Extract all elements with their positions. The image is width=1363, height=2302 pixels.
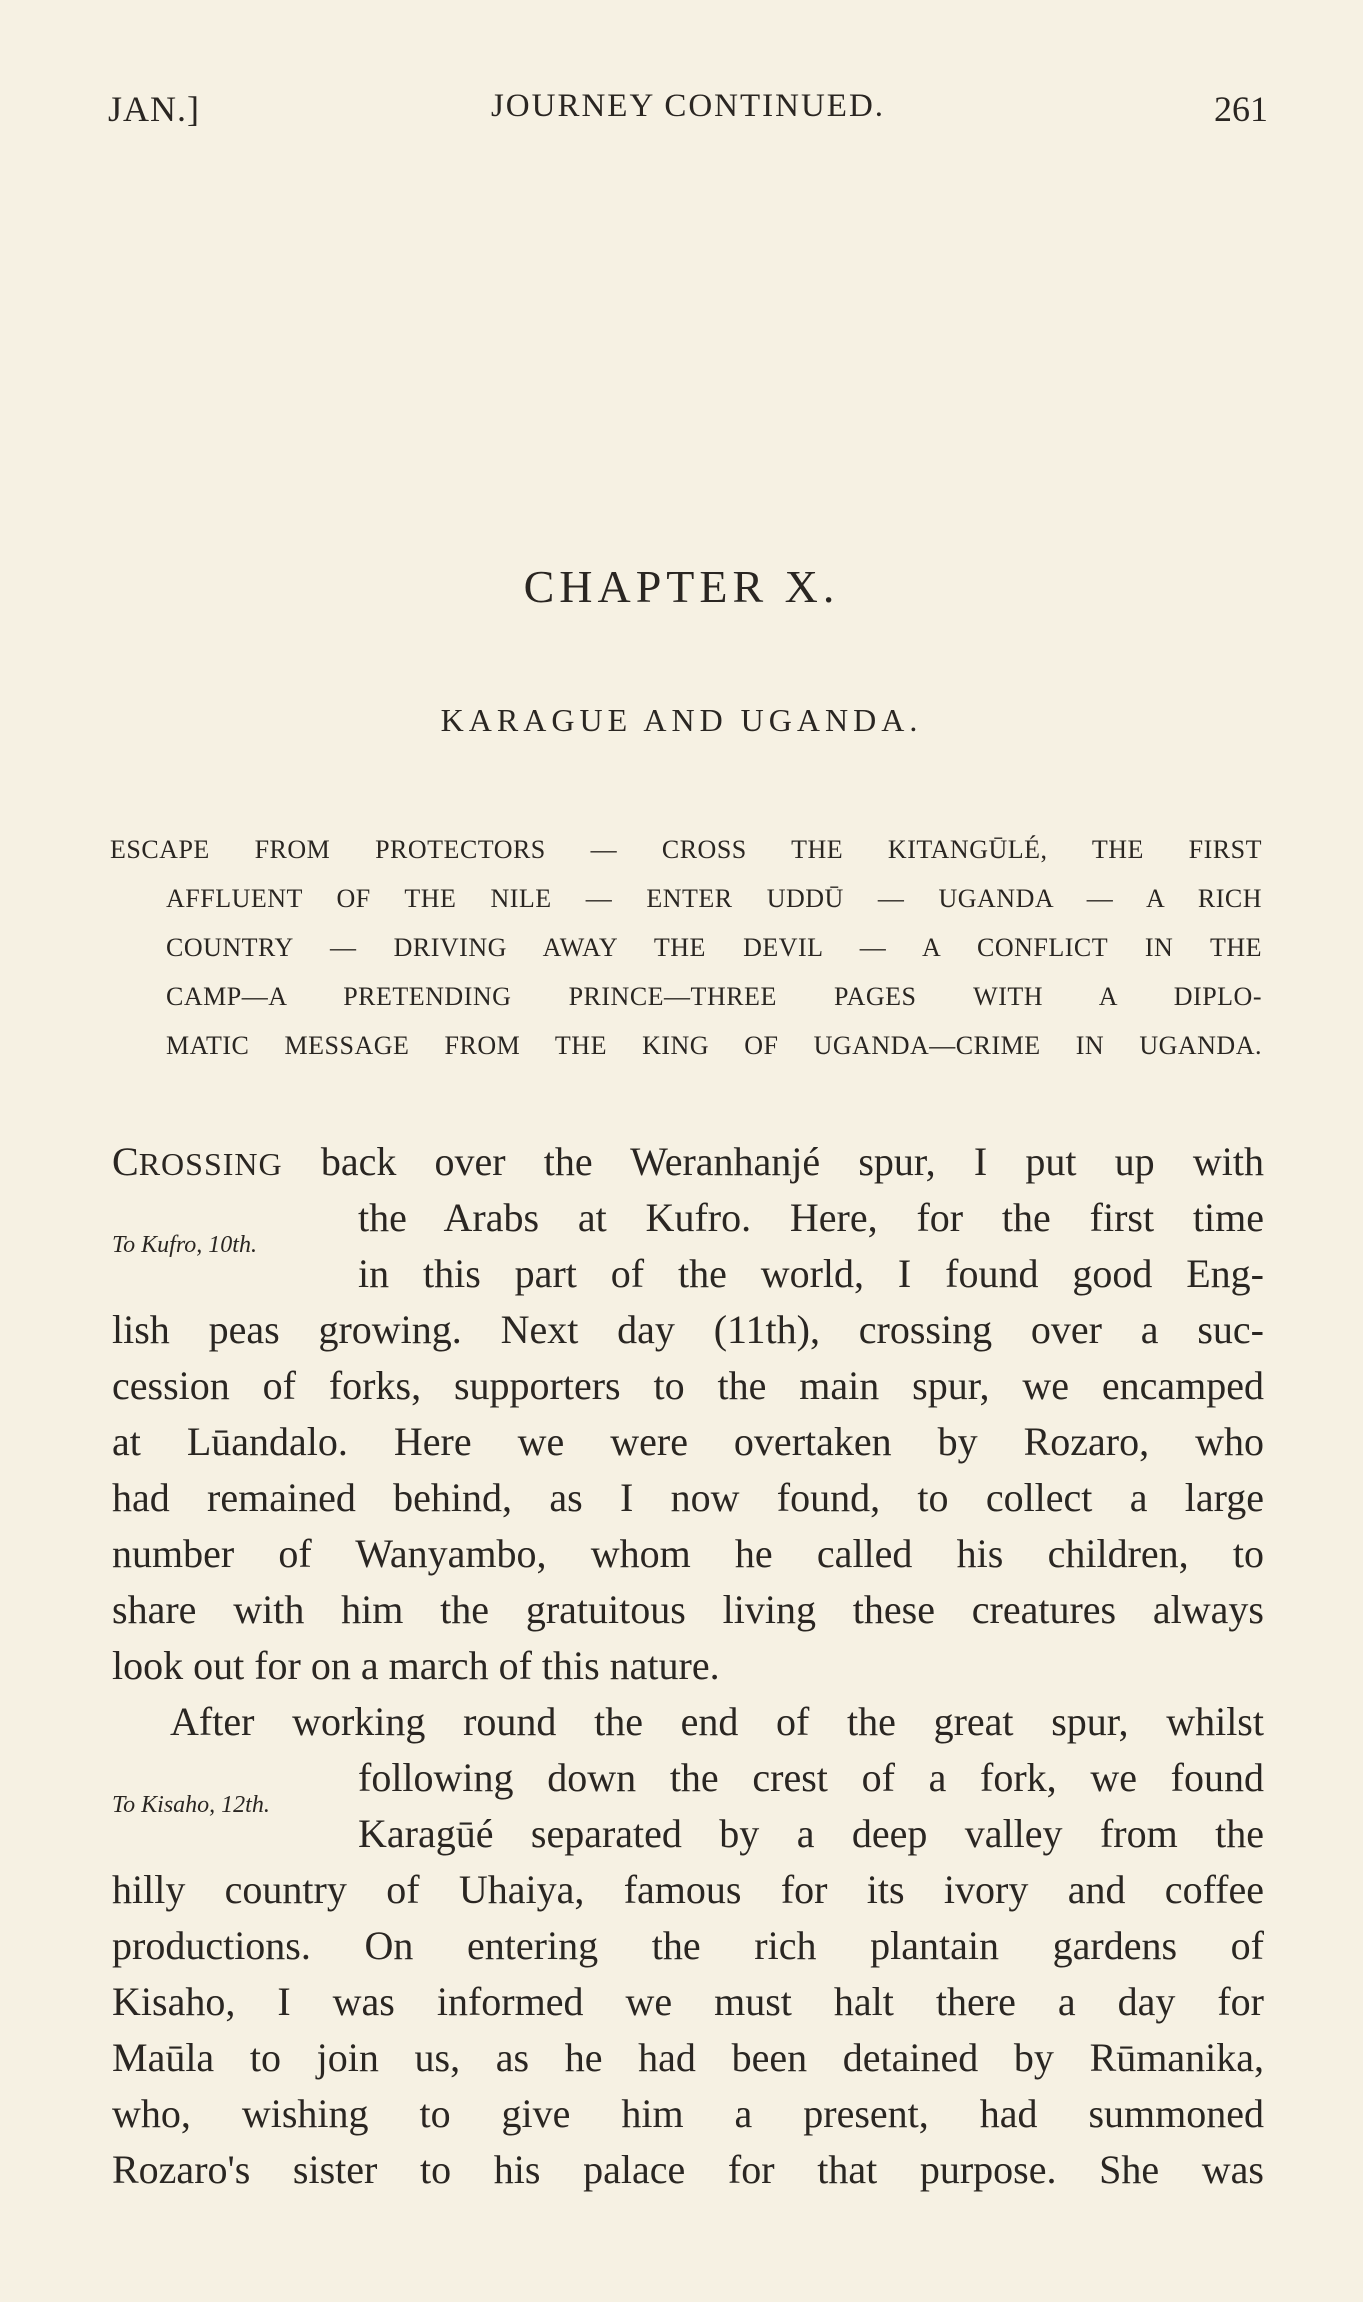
drop-initial: C (112, 1139, 139, 1184)
header-title: JOURNEY CONTINUED. (490, 88, 886, 124)
running-header (108, 88, 1268, 138)
small-caps-word: ROSSING (138, 1146, 283, 1182)
text-line: who, wishing to give him a present, had summoned (112, 2091, 1264, 2136)
text-line: following down the crest of a fork, we found (358, 1755, 1264, 1800)
synopsis-line: CAMP—A PRETENDING PRINCE—THREE PAGES WITH A DIPLO- (166, 982, 1262, 1011)
text-line: cession of forks, supporters to the main spur, we encamped (112, 1363, 1264, 1408)
text-line (112, 1134, 1264, 1190)
text-line: After working round the end of the great spur, whilst (170, 1699, 1264, 1744)
text-line: Kisaho, I was informed we must halt there a day for (112, 1979, 1264, 2024)
chapter-synopsis (110, 825, 1262, 1070)
text-line: the Arabs at Kufro. Here, for the first time (358, 1195, 1264, 1240)
page-number: 261 (1214, 89, 1268, 129)
line-text: back over the Weranhanjé spur, I put up with (282, 1139, 1264, 1184)
chapter-subtitle: KARAGUE AND UGANDA. (440, 702, 923, 738)
synopsis-line: MATIC MESSAGE FROM THE KING OF UGANDA—CRIME IN UGANDA. (166, 1031, 1262, 1060)
margin-note-kisaho: To Kisaho, 12th. (112, 1792, 270, 1818)
text-line: Rozaro's sister to his palace for that purpose. She was (112, 2147, 1264, 2192)
header-month: JAN.] (108, 89, 200, 129)
text-line: share with him the gratuitous living these creatures always (112, 1587, 1264, 1632)
synopsis-line: COUNTRY — DRIVING AWAY THE DEVIL — A CONFLICT IN THE (166, 933, 1262, 962)
text-line: in this part of the world, I found good Eng- (358, 1251, 1264, 1296)
chapter-title: CHAPTER X. (523, 561, 840, 612)
text-line: had remained behind, as I now found, to collect a large (112, 1475, 1264, 1520)
text-line: at Lūandalo. Here we were overtaken by Rozaro, who (112, 1419, 1264, 1464)
margin-note-kufro: To Kufro, 10th. (112, 1232, 257, 1258)
synopsis-line: ESCAPE FROM PROTECTORS — CROSS THE KITANGŪLÉ, THE FIRST (110, 835, 1262, 864)
text-line: Maūla to join us, as he had been detained by Rūmanika, (112, 2035, 1264, 2080)
text-line: number of Wanyambo, whom he called his children, to (112, 1531, 1264, 1576)
text-line: Karagūé separated by a deep valley from the (358, 1811, 1264, 1856)
text-line: productions. On entering the rich plantain gardens of (112, 1923, 1264, 1968)
text-line: lish peas growing. Next day (11th), crossing over a suc- (112, 1307, 1264, 1352)
synopsis-line: AFFLUENT OF THE NILE — ENTER UDDŪ — UGANDA — A RICH (166, 884, 1262, 913)
text-line: look out for on a march of this nature. (112, 1643, 720, 1688)
text-line: hilly country of Uhaiya, famous for its ivory and coffee (112, 1867, 1264, 1912)
